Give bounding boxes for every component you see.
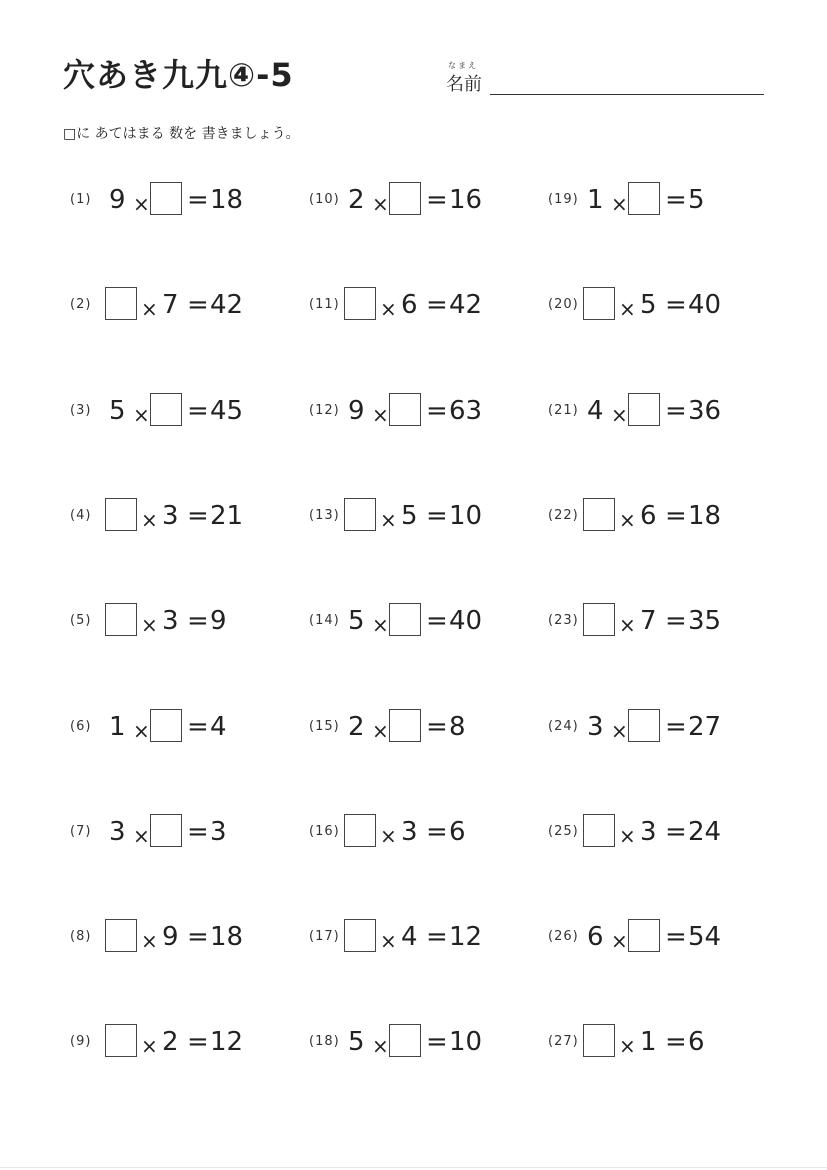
equals-sign: = bbox=[426, 290, 448, 321]
problem-item bbox=[70, 496, 290, 536]
problem-item bbox=[70, 1022, 290, 1062]
answer-box[interactable] bbox=[344, 919, 376, 952]
factor: 1 bbox=[109, 711, 126, 742]
worksheet-title: 穴あき九九④-5 bbox=[63, 56, 294, 94]
problem-number: (8) bbox=[70, 929, 92, 945]
problem-number: (7) bbox=[70, 823, 92, 839]
times-sign: × bbox=[141, 507, 158, 532]
times-sign: × bbox=[380, 929, 397, 954]
problem-item bbox=[309, 285, 529, 325]
times-sign: × bbox=[380, 297, 397, 322]
name-field bbox=[444, 60, 766, 100]
equals-sign: = bbox=[665, 395, 687, 426]
factor: 2 bbox=[162, 1027, 179, 1058]
times-sign: × bbox=[619, 823, 636, 848]
answer-box[interactable] bbox=[105, 498, 137, 531]
problem-item bbox=[309, 1022, 529, 1062]
product: 36 bbox=[688, 395, 722, 426]
product: 40 bbox=[449, 606, 483, 637]
problem-item bbox=[548, 601, 768, 641]
factor: 4 bbox=[401, 922, 418, 953]
product: 45 bbox=[210, 395, 244, 426]
equals-sign: = bbox=[426, 500, 448, 531]
problem-item bbox=[309, 391, 529, 431]
times-sign: × bbox=[133, 823, 150, 848]
equals-sign: = bbox=[426, 711, 448, 742]
answer-box[interactable] bbox=[344, 814, 376, 847]
equals-sign: = bbox=[187, 290, 209, 321]
problem-number: (12) bbox=[309, 402, 340, 418]
product: 18 bbox=[210, 185, 244, 215]
problem-number: (4) bbox=[70, 507, 92, 523]
product: 5 bbox=[688, 185, 705, 215]
equals-sign: = bbox=[426, 1027, 448, 1058]
problem-number: (3) bbox=[70, 402, 92, 418]
problem-number: (2) bbox=[70, 297, 92, 313]
product: 8 bbox=[449, 711, 466, 742]
problem-number: (10) bbox=[309, 192, 340, 207]
product: 42 bbox=[210, 290, 244, 321]
equals-sign: = bbox=[187, 500, 209, 531]
factor: 9 bbox=[109, 185, 126, 215]
times-sign: × bbox=[141, 613, 158, 638]
problem-item bbox=[309, 496, 529, 536]
factor: 5 bbox=[109, 395, 126, 426]
answer-box[interactable] bbox=[583, 498, 615, 531]
equals-sign: = bbox=[426, 606, 448, 637]
equals-sign: = bbox=[187, 816, 209, 847]
factor: 3 bbox=[109, 816, 126, 847]
product: 24 bbox=[688, 816, 722, 847]
equals-sign: = bbox=[426, 922, 448, 953]
times-sign: × bbox=[372, 192, 389, 216]
factor: 3 bbox=[587, 711, 604, 742]
answer-box[interactable] bbox=[389, 182, 421, 215]
times-sign: × bbox=[611, 402, 628, 427]
product: 4 bbox=[210, 711, 227, 742]
factor: 5 bbox=[348, 1027, 365, 1058]
equals-sign: = bbox=[665, 290, 687, 321]
problem-item bbox=[548, 180, 768, 220]
factor: 6 bbox=[587, 922, 604, 953]
product: 21 bbox=[210, 500, 244, 531]
answer-box[interactable] bbox=[105, 287, 137, 320]
problem-item bbox=[70, 812, 290, 852]
problem-item bbox=[309, 601, 529, 641]
factor: 9 bbox=[162, 922, 179, 953]
times-sign: × bbox=[619, 1034, 636, 1059]
factor: 3 bbox=[162, 606, 179, 637]
factor: 7 bbox=[640, 606, 657, 637]
problem-number: (18) bbox=[309, 1034, 340, 1050]
answer-box[interactable] bbox=[583, 814, 615, 847]
equals-sign: = bbox=[187, 922, 209, 953]
instructions: □に あてはまる 数を 書きましょう。 bbox=[63, 126, 300, 142]
equals-sign: = bbox=[665, 816, 687, 847]
problem-item bbox=[309, 707, 529, 747]
problem-number: (24) bbox=[548, 718, 579, 734]
problem-item bbox=[309, 917, 529, 957]
equals-sign: = bbox=[665, 185, 687, 215]
answer-box[interactable] bbox=[150, 709, 182, 742]
problem-item bbox=[548, 391, 768, 431]
name-write-line[interactable] bbox=[490, 94, 764, 95]
problem-number: (16) bbox=[309, 823, 340, 839]
product: 18 bbox=[210, 922, 244, 953]
name-label: 名前 bbox=[446, 74, 482, 95]
answer-box[interactable] bbox=[344, 287, 376, 320]
problem-item bbox=[548, 707, 768, 747]
product: 12 bbox=[210, 1027, 244, 1058]
times-sign: × bbox=[133, 402, 150, 427]
answer-box[interactable] bbox=[105, 919, 137, 952]
problem-number: (20) bbox=[548, 297, 579, 313]
problem-number: (9) bbox=[70, 1034, 92, 1050]
problem-number: (25) bbox=[548, 823, 579, 839]
times-sign: × bbox=[133, 192, 150, 216]
equals-sign: = bbox=[187, 185, 209, 215]
times-sign: × bbox=[133, 718, 150, 743]
factor: 9 bbox=[348, 395, 365, 426]
factor: 1 bbox=[640, 1027, 657, 1058]
problem-number: (23) bbox=[548, 613, 579, 629]
page-edge bbox=[0, 1167, 827, 1168]
problem-item bbox=[70, 391, 290, 431]
problem-item bbox=[70, 180, 290, 220]
times-sign: × bbox=[380, 823, 397, 848]
equals-sign: = bbox=[665, 1027, 687, 1058]
problem-item bbox=[70, 285, 290, 325]
times-sign: × bbox=[380, 507, 397, 532]
factor: 3 bbox=[640, 816, 657, 847]
answer-box[interactable] bbox=[628, 393, 660, 426]
product: 6 bbox=[449, 816, 466, 847]
problem-number: (17) bbox=[309, 929, 340, 945]
times-sign: × bbox=[141, 297, 158, 322]
factor: 5 bbox=[640, 290, 657, 321]
answer-box[interactable] bbox=[583, 1024, 615, 1057]
equals-sign: = bbox=[665, 500, 687, 531]
times-sign: × bbox=[372, 613, 389, 638]
answer-box[interactable] bbox=[150, 393, 182, 426]
answer-box[interactable] bbox=[344, 498, 376, 531]
factor: 6 bbox=[401, 290, 418, 321]
problem-number: (1) bbox=[70, 192, 92, 207]
factor: 4 bbox=[587, 395, 604, 426]
problem-number: (13) bbox=[309, 507, 340, 523]
product: 10 bbox=[449, 500, 483, 531]
problem-number: (22) bbox=[548, 507, 579, 523]
equals-sign: = bbox=[665, 606, 687, 637]
times-sign: × bbox=[619, 613, 636, 638]
problem-number: (14) bbox=[309, 613, 340, 629]
problem-item bbox=[309, 180, 529, 220]
answer-box[interactable] bbox=[628, 919, 660, 952]
problem-item bbox=[70, 707, 290, 747]
factor: 5 bbox=[348, 606, 365, 637]
product: 54 bbox=[688, 922, 722, 953]
answer-box[interactable] bbox=[150, 182, 182, 215]
equals-sign: = bbox=[426, 816, 448, 847]
answer-box[interactable] bbox=[628, 709, 660, 742]
times-sign: × bbox=[141, 929, 158, 954]
factor: 7 bbox=[162, 290, 179, 321]
answer-box[interactable] bbox=[105, 603, 137, 636]
equals-sign: = bbox=[426, 185, 448, 215]
equals-sign: = bbox=[187, 395, 209, 426]
answer-box[interactable] bbox=[389, 603, 421, 636]
equals-sign: = bbox=[426, 395, 448, 426]
equals-sign: = bbox=[187, 1027, 209, 1058]
product: 42 bbox=[449, 290, 483, 321]
product: 3 bbox=[210, 816, 227, 847]
name-ruby: なまえ bbox=[448, 61, 478, 70]
factor: 2 bbox=[348, 711, 365, 742]
times-sign: × bbox=[141, 1034, 158, 1059]
problem-item bbox=[548, 812, 768, 852]
answer-box[interactable] bbox=[389, 393, 421, 426]
equals-sign: = bbox=[187, 711, 209, 742]
equals-sign: = bbox=[665, 922, 687, 953]
problem-item bbox=[70, 601, 290, 641]
times-sign: × bbox=[611, 192, 628, 216]
problem-item bbox=[548, 285, 768, 325]
product: 63 bbox=[449, 395, 483, 426]
problem-item bbox=[548, 1022, 768, 1062]
equals-sign: = bbox=[665, 711, 687, 742]
factor: 3 bbox=[401, 816, 418, 847]
factor: 1 bbox=[587, 185, 604, 215]
times-sign: × bbox=[611, 718, 628, 743]
times-sign: × bbox=[619, 507, 636, 532]
problem-number: (11) bbox=[309, 297, 340, 313]
answer-box[interactable] bbox=[150, 814, 182, 847]
product: 10 bbox=[449, 1027, 483, 1058]
product: 35 bbox=[688, 606, 722, 637]
times-sign: × bbox=[611, 929, 628, 954]
problem-number: (15) bbox=[309, 718, 340, 734]
problem-number: (6) bbox=[70, 718, 92, 734]
answer-box[interactable] bbox=[628, 182, 660, 215]
problem-item bbox=[548, 496, 768, 536]
problem-number: (5) bbox=[70, 613, 92, 629]
answer-box[interactable] bbox=[583, 287, 615, 320]
equals-sign: = bbox=[187, 606, 209, 637]
problem-item bbox=[70, 917, 290, 957]
factor: 6 bbox=[640, 500, 657, 531]
factor: 3 bbox=[162, 500, 179, 531]
problem-number: (21) bbox=[548, 402, 579, 418]
times-sign: × bbox=[372, 402, 389, 427]
product: 12 bbox=[449, 922, 483, 953]
problem-item bbox=[309, 812, 529, 852]
times-sign: × bbox=[372, 718, 389, 743]
times-sign: × bbox=[372, 1034, 389, 1059]
problem-number: (27) bbox=[548, 1034, 579, 1050]
product: 9 bbox=[210, 606, 227, 637]
product: 6 bbox=[688, 1027, 705, 1058]
product: 18 bbox=[688, 500, 722, 531]
answer-box[interactable] bbox=[389, 1024, 421, 1057]
product: 40 bbox=[688, 290, 722, 321]
problem-number: (26) bbox=[548, 929, 579, 945]
times-sign: × bbox=[619, 297, 636, 322]
product: 27 bbox=[688, 711, 722, 742]
answer-box[interactable] bbox=[583, 603, 615, 636]
answer-box[interactable] bbox=[105, 1024, 137, 1057]
factor: 2 bbox=[348, 185, 365, 215]
problem-number: (19) bbox=[548, 192, 579, 207]
answer-box[interactable] bbox=[389, 709, 421, 742]
problem-item bbox=[548, 917, 768, 957]
product: 16 bbox=[449, 185, 483, 215]
factor: 5 bbox=[401, 500, 418, 531]
